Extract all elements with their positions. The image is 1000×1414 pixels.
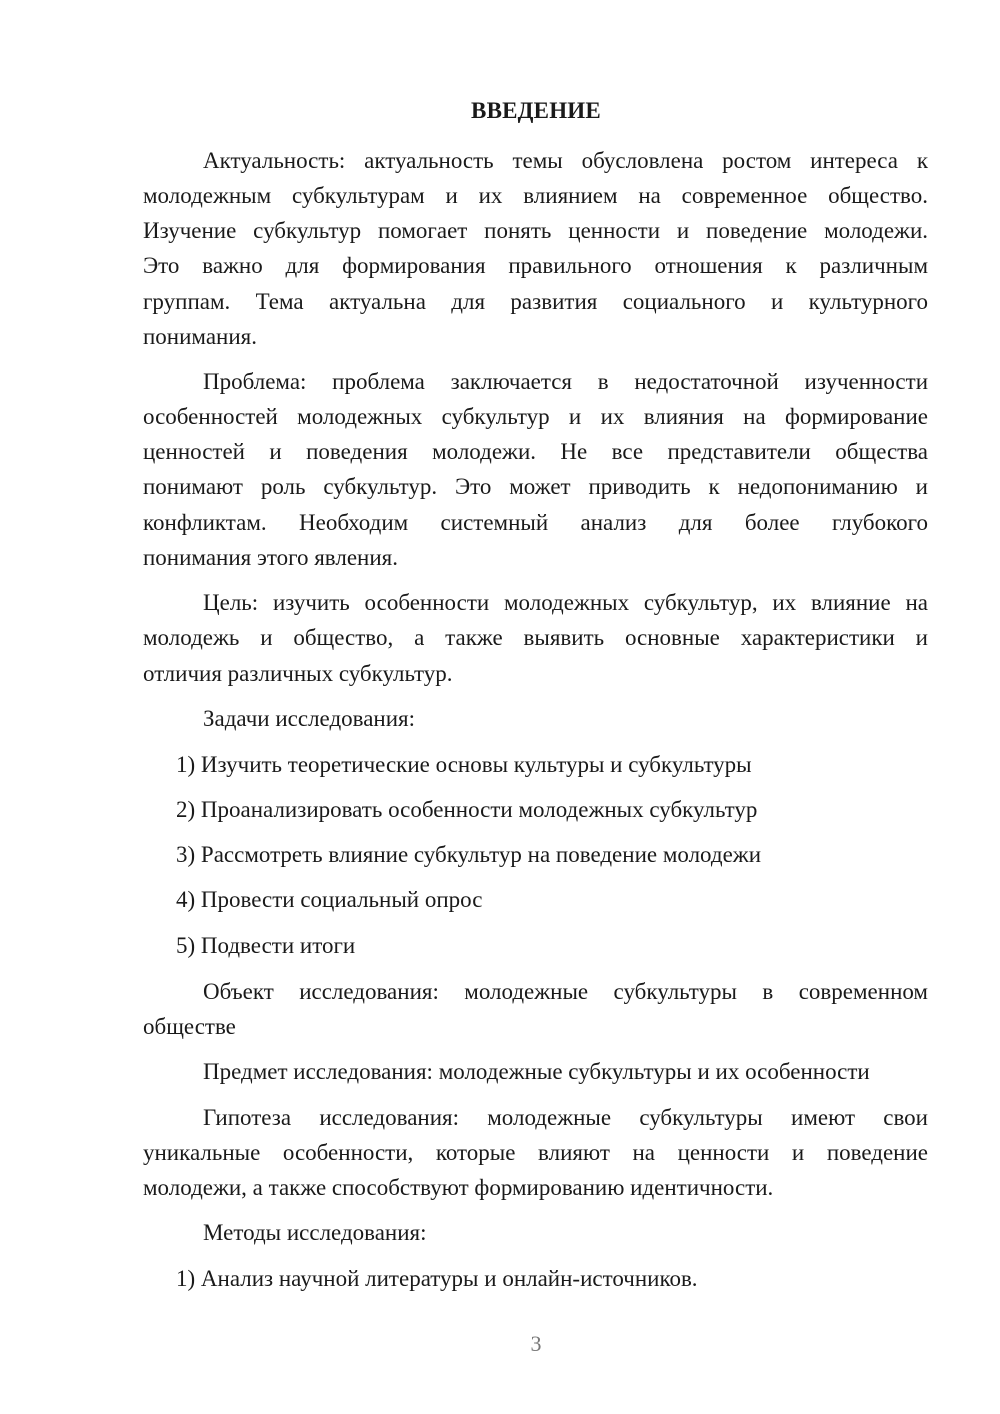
task-item: 1) Изучить теоретические основы культуры и субкультуры	[176, 752, 752, 777]
relevance-line: Актуальность: актуальность темы обусловлена ростом интереса к	[203, 148, 928, 173]
problem-line: ценностей и поведения молодежи. Не все представители общества	[143, 439, 928, 464]
problem-line: особенностей молодежных субкультур и их влияния на формирование	[143, 404, 928, 429]
hypothesis-line: молодежи, а также способствуют формированию идентичности.	[143, 1175, 774, 1200]
relevance-line: молодежным субкультурам и их влиянием на современное общество.	[143, 183, 928, 208]
problem-line: понимания этого явления.	[143, 545, 398, 570]
relevance-line: Изучение субкультур помогает понять ценности и поведение молодежи.	[143, 218, 928, 243]
method-item: 1) Анализ научной литературы и онлайн-источников.	[176, 1266, 698, 1291]
goal-line: Цель: изучить особенности молодежных субкультур, их влияние на	[203, 590, 928, 615]
tasks-heading: Задачи исследования:	[203, 706, 416, 731]
task-item: 5) Подвести итоги	[176, 933, 356, 958]
methods-heading: Методы исследования:	[203, 1220, 427, 1245]
task-item: 4) Провести социальный опрос	[176, 887, 483, 912]
problem-line: Проблема: проблема заключается в недостаточной изученности	[203, 369, 928, 394]
goal-line: отличия различных субкультур.	[143, 661, 453, 686]
relevance-line: понимания.	[143, 324, 257, 349]
page-number: 3	[530, 1331, 542, 1356]
goal-line: молодежь и общество, а также выявить основные характеристики и	[143, 625, 928, 650]
object-line: Объект исследования: молодежные субкультуры в современном	[203, 979, 928, 1004]
relevance-line: Это важно для формирования правильного отношения к различным	[143, 253, 928, 278]
subject-line: Предмет исследования: молодежные субкультуры и их особенности	[203, 1059, 870, 1084]
task-item: 3) Рассмотреть влияние субкультур на поведение молодежи	[176, 842, 762, 867]
problem-line: конфликтам. Необходим системный анализ для более глубокого	[143, 510, 928, 535]
hypothesis-line: уникальные особенности, которые влияют на ценности и поведение	[143, 1140, 928, 1165]
hypothesis-line: Гипотеза исследования: молодежные субкультуры имеют свои	[203, 1105, 928, 1130]
problem-line: понимают роль субкультур. Это может приводить к недопониманию и	[143, 474, 928, 499]
object-line: обществе	[143, 1014, 236, 1039]
relevance-line: группам. Тема актуальна для развития социального и культурного	[143, 289, 928, 314]
page-title: ВВЕДЕНИЕ	[471, 98, 601, 123]
task-item: 2) Проанализировать особенности молодежных субкультур	[176, 797, 758, 822]
